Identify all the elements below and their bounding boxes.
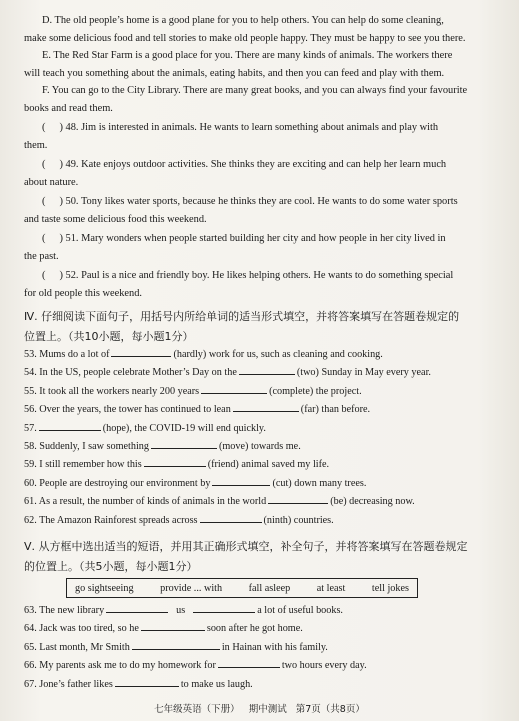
page-footer <box>0 701 519 715</box>
answer-blank[interactable] <box>151 438 217 449</box>
answer-blank[interactable] <box>106 602 168 613</box>
passage-line: will teach you something about the animals, eating habits, and then you can feed and play with them. <box>24 67 445 79</box>
answer-bracket[interactable]: ( <box>42 196 46 207</box>
item-text: (hope), the COVID-19 will end quickly. <box>102 422 266 434</box>
fill-item-56 <box>24 401 499 419</box>
question-text: about nature. <box>24 176 79 188</box>
item-text: 57. <box>24 422 37 434</box>
section-4-items <box>24 346 499 530</box>
footer-course: 七年级英语（下册） <box>154 704 240 715</box>
question-48 <box>24 119 499 154</box>
fill-item-60 <box>24 475 499 493</box>
item-text: 67. Jone’s father likes <box>24 678 113 690</box>
question-51 <box>24 230 499 265</box>
answer-blank[interactable] <box>218 657 280 668</box>
section-5-title: Ⅴ. 从方框中选出适当的短语，并用其正确形式填空，补全句子，并将答案填写在答题卷规定 <box>24 540 468 554</box>
item-text: to make us laugh. <box>180 678 253 690</box>
fill-item-66 <box>24 657 499 675</box>
answer-blank[interactable] <box>141 620 205 631</box>
item-text: 66. My parents ask me to do my homework for <box>24 660 216 672</box>
footer-exam: 期中测试 <box>248 704 287 715</box>
answer-blank[interactable] <box>233 401 299 412</box>
question-50 <box>24 193 499 228</box>
phrase-option: go sightseeing <box>75 582 134 594</box>
item-text: 65. Last month, Mr Smith <box>24 641 130 653</box>
phrase-option: provide ... with <box>160 582 223 594</box>
section-4-title: Ⅳ. 仔细阅读下面句子，用括号内所给单词的适当形式填空，并将答案填写在答题卷规定的 <box>24 310 460 323</box>
item-text: two hours every day. <box>281 660 367 672</box>
item-text: (move) towards me. <box>218 441 301 453</box>
answer-blank[interactable] <box>201 383 267 394</box>
answer-bracket[interactable]: ( <box>42 270 46 281</box>
passage-line: make some delicious food and tell stories to make old people happy. They must be happy to see you there. <box>24 32 466 44</box>
question-number: ) 50. <box>59 196 79 207</box>
item-text: (complete) the project. <box>269 385 362 397</box>
footer-page: 第7页（共8页） <box>295 704 365 715</box>
item-text: (be) decreasing now. <box>330 496 415 508</box>
item-text: in Hainan with his family. <box>221 641 328 653</box>
fill-item-59 <box>24 456 499 474</box>
item-text: (far) than before. <box>300 404 371 416</box>
phrase-box <box>66 578 418 598</box>
passage-d <box>24 12 499 47</box>
item-text: a lot of useful books. <box>257 605 343 617</box>
item-text: 59. I still remember how this <box>24 459 142 471</box>
answer-blank[interactable] <box>115 676 179 687</box>
item-text: 56. Over the years, the tower has continued to lean <box>24 404 231 416</box>
item-text: (ninth) countries. <box>263 514 334 526</box>
question-text: them. <box>24 139 48 151</box>
answer-blank[interactable] <box>200 512 262 523</box>
section-5-subtitle: 的位置上。（共5小题，每小题1分） <box>24 560 198 574</box>
item-text: us <box>176 605 186 617</box>
item-text: 60. People are destroying our environment by <box>24 477 211 489</box>
item-text: 55. It took all the workers nearly 200 years <box>24 385 200 397</box>
question-number: ) 51. <box>59 233 79 244</box>
answer-blank[interactable] <box>239 364 295 375</box>
phrase-option: fall asleep <box>248 582 291 594</box>
answer-bracket[interactable]: ( <box>42 233 46 244</box>
fill-item-67 <box>24 676 499 694</box>
fill-item-63 <box>24 602 499 620</box>
fill-item-53 <box>24 346 499 364</box>
answer-blank[interactable] <box>132 639 220 650</box>
passage-e <box>24 47 499 82</box>
passage-line: books and read them. <box>24 102 113 114</box>
answer-bracket[interactable]: ( <box>42 122 46 133</box>
question-text: for old people this weekend. <box>24 287 143 299</box>
question-number: ) 52. <box>59 270 79 281</box>
fill-item-61 <box>24 493 499 511</box>
answer-blank[interactable] <box>212 475 270 486</box>
question-text: Kate enjoys outdoor activities. She thinks they are exciting and can help her learn much <box>81 159 447 170</box>
question-number: ) 48. <box>59 122 79 133</box>
fill-item-65 <box>24 639 499 657</box>
fill-item-58 <box>24 438 499 456</box>
item-text: soon after he got home. <box>206 623 303 635</box>
passage-line: F. You can go to the City Library. There are many great books, and you can always find your favourite <box>42 85 468 96</box>
item-text: 58. Suddenly, I saw something <box>24 441 149 453</box>
item-text: 54. In the US, people celebrate Mother’s Day on the <box>24 367 237 379</box>
item-text: 53. Mums do a lot of <box>24 349 110 360</box>
section-5-items <box>24 602 499 694</box>
question-text: Paul is a nice and friendly boy. He likes helping others. He wants to do something special <box>81 270 454 281</box>
section-4-subtitle: 位置上。（共10小题，每小题1分） <box>24 330 194 343</box>
answer-blank[interactable] <box>268 493 328 504</box>
answer-blank[interactable] <box>39 420 101 431</box>
fill-item-54 <box>24 364 499 382</box>
question-52 <box>24 267 499 302</box>
fill-item-57 <box>24 420 499 438</box>
matching-questions <box>24 119 499 302</box>
item-text: 63. The new library <box>24 605 105 617</box>
passage-line: E. The Red Star Farm is a good place for you. There are many kinds of animals. The workers there <box>42 50 453 61</box>
phrase-option: at least <box>316 582 346 594</box>
question-text: Tony likes water sports, because he thinks they are cool. He wants to do some water sports <box>80 196 458 207</box>
item-text: (hardly) work for us, such as cleaning and cooking. <box>173 349 383 360</box>
question-49 <box>24 156 499 191</box>
answer-blank[interactable] <box>111 346 171 357</box>
item-text: 64. Jack was too tired, so he <box>24 623 139 635</box>
item-text: 62. The Amazon Rainforest spreads across <box>24 514 198 526</box>
fill-item-62 <box>24 512 499 530</box>
question-text: Jim is interested in animals. He wants to learn something about animals and play with <box>81 122 439 133</box>
answer-blank[interactable] <box>193 602 255 613</box>
fill-item-64 <box>24 620 499 638</box>
item-text: (cut) down many trees. <box>272 477 367 489</box>
phrase-option: tell jokes <box>371 582 409 594</box>
question-text: Mary wonders when people started building her city and how people in her city lived in <box>81 233 446 244</box>
fill-item-55 <box>24 383 499 401</box>
item-text: (two) Sunday in May every year. <box>296 367 431 379</box>
item-text: 61. As a result, the number of kinds of animals in the world <box>24 496 267 508</box>
question-text: and taste some delicious food this weekend. <box>24 213 207 225</box>
question-number: ) 49. <box>59 159 79 170</box>
question-text: the past. <box>24 250 59 262</box>
answer-blank[interactable] <box>144 456 206 467</box>
answer-bracket[interactable]: ( <box>42 159 46 170</box>
item-text: (friend) animal saved my life. <box>207 459 330 471</box>
passage-line: D. The old people’s home is a good plane for you to help others. You can help do some cleaning, <box>42 15 444 26</box>
passage-f <box>24 82 499 117</box>
